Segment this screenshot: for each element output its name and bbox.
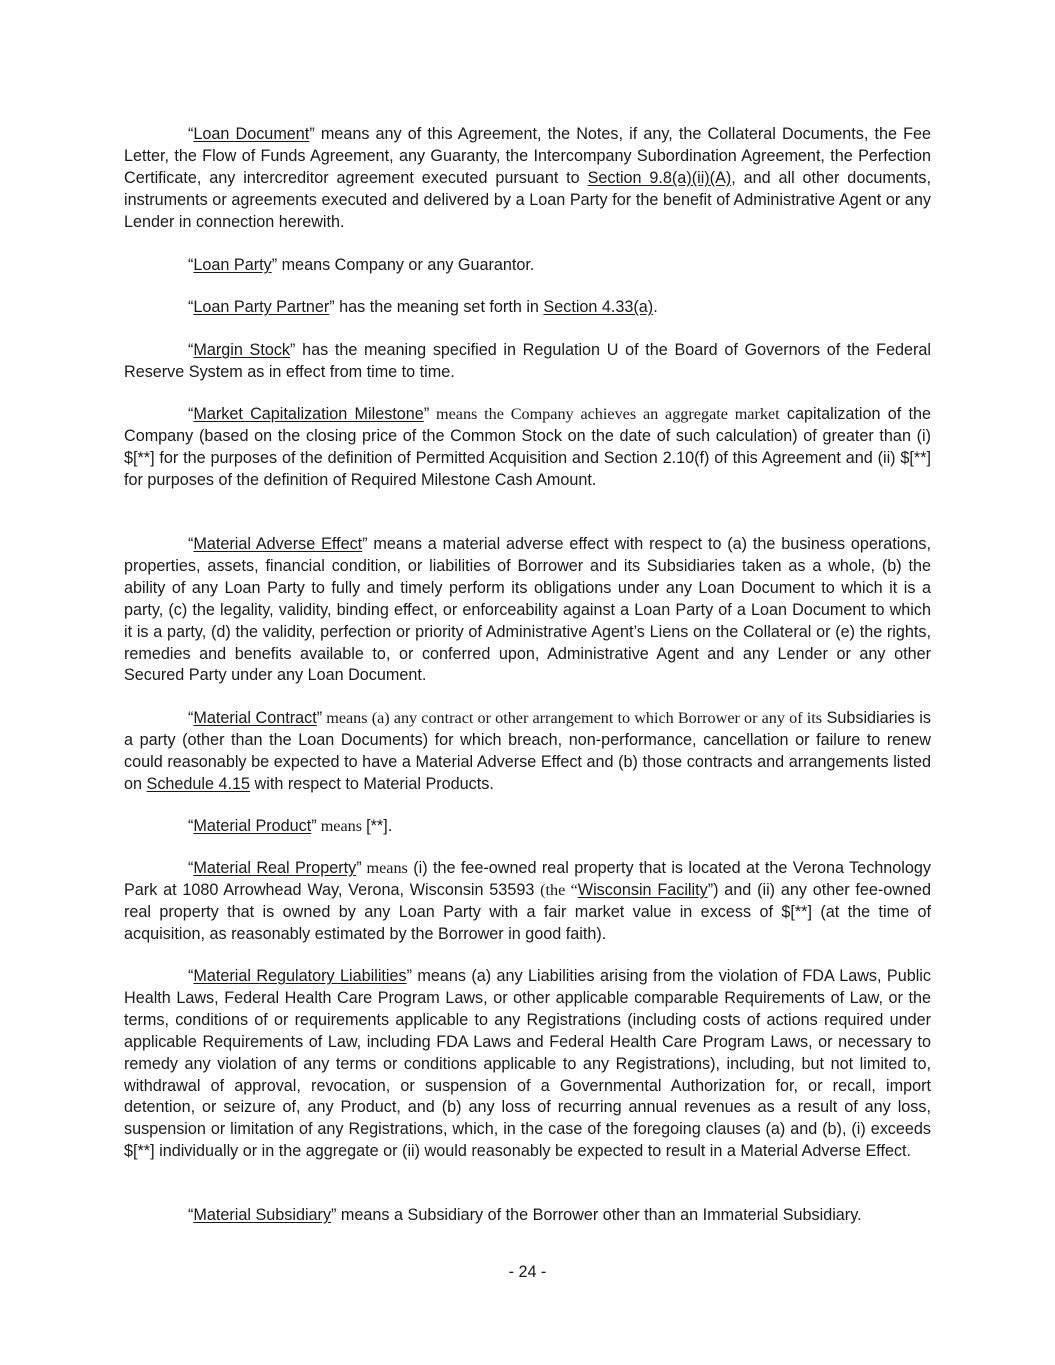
open-quote: “ <box>188 341 194 359</box>
close-quote: ” <box>406 967 412 985</box>
definition-text: (i) the fee-owned real property that is located at the Verona Technology Park at 1080 Arrowhead Way, Verona, Wisconsin 53593 <box>124 859 931 899</box>
open-quote: “ <box>188 298 194 316</box>
open-quote: “ <box>188 709 194 727</box>
open-quote: “ <box>188 125 194 143</box>
defined-term: Material Contract <box>193 709 317 727</box>
definition-text: means (a) any Liabilities arising from the violation of FDA Laws, Public Health Laws, Federal Health Care Program Laws, or other applicable comparable Requirements of Law, or the terms, conditions of or requirements applicable to any Registrations (including costs of actions required under applicable Requirements of Law, including FDA Laws and Federal Health Care Program Laws, or necessary to remedy any violation of any terms or conditions applicable to any Registrations), including, but not limited to, withdrawal of approval, revocation, or suspension of a Governmental Authorization for, or recall, import detention, or seizure of, any Product, and (b) any loss of recurring annual revenues as a result of any loss, suspension or limitation of any Registrations, which, in the case of the foregoing clauses (a) and (b), (i) exceeds $[**] individually or in the aggregate or (ii) would reasonably be expected to result in a Material Adverse Effect. <box>124 967 931 1161</box>
defined-term: Material Adverse Effect <box>193 535 363 553</box>
open-quote: “ <box>188 535 194 553</box>
close-quote: ” <box>290 341 296 359</box>
definition-text: capitalization of the Company (based on the closing price of the Common Stock on the date of such calculation) of greater than (i) $[**] for the purposes of the definition of Permitted Acquisition and Section 2.10(f) of this Agreement and (ii) $[**] for purposes of the definition of Required Milestone Cash Amount. <box>124 405 931 489</box>
definition-text: means a Subsidiary of the Borrower other than an Immaterial Subsidiary. <box>336 1206 862 1224</box>
open-quote: “ <box>188 859 194 877</box>
defined-term: Margin Stock <box>193 341 291 359</box>
open-quote: “ <box>188 1206 194 1224</box>
definition-loan-document <box>124 124 931 234</box>
definition-text: ”) and (ii) any other fee-owned real property that is owned by any Loan Party with a fair market value in excess of $[**] (at the time of acquisition, as reasonably estimated by the Borrower in good faith). <box>124 880 931 943</box>
close-quote: ” <box>271 256 278 274</box>
cross-reference: Section 4.33(a) <box>543 298 654 316</box>
close-quote: ” <box>311 817 317 835</box>
close-quote: ” <box>329 298 335 316</box>
open-quote: “ <box>188 817 194 835</box>
definition-material-regulatory-liabilities <box>124 966 931 1163</box>
open-quote: “ <box>188 967 194 985</box>
defined-term: Material Product <box>193 817 312 835</box>
definition-text: , and all other documents, instruments or agreements executed and delivered by a Loan Party for the benefit of Administrative Agent or any Lender in connection herewith. <box>124 168 931 231</box>
definition-text: with respect to Material Products. <box>250 774 494 793</box>
cross-reference: Wisconsin Facility <box>577 880 708 899</box>
definition-text: has the meaning set forth in <box>334 298 544 316</box>
definition-text: means a material adverse effect with respect to (a) the business operations, properties, assets, financial condition, or liabilities of Borrower and its Subsidiaries taken as a whole, (b) the ability of any Loan Party to fully and timely perform its obligations under any Loan Document to which it is a party, (c) the legality, validity, binding effect, or enforceability against a Loan Party of a Loan Document to which it is a party, (d) the validity, perfection or priority of Administrative Agent’s Liens on the Collateral or (e) the rights, remedies and benefits available to, or conferred upon, Administrative Agent and any Lender or any other Secured Party under any Loan Document. <box>124 535 931 685</box>
definition-material-adverse-effect <box>124 534 931 687</box>
definition-market-capitalization-milestone <box>124 404 931 492</box>
definition-loan-party-partner <box>124 297 931 319</box>
definition-material-product <box>124 816 931 838</box>
definition-text: [**]. <box>366 817 393 835</box>
close-quote: ” <box>331 1206 337 1224</box>
definition-text: means <box>316 817 367 835</box>
definition-text: Subsidiaries is a party (other than the Loan Documents) for which breach, non-performance, cancellation or failure to renew could reasonably be expected to have a Material Adverse Effect and (b) those contracts and arrangements listed on <box>124 709 931 793</box>
close-quote: ” <box>309 125 315 143</box>
definition-material-contract <box>124 708 931 796</box>
definition-text: (the “ <box>540 880 578 899</box>
definition-text: means any of this Agreement, the Notes, if any, the Collateral Documents, the Fee Letter, the Flow of Funds Agreement, any Guaranty, the Intercompany Subordination Agreement, the Perfection Certificate, any intercreditor agreement executed pursuant to <box>124 125 931 187</box>
defined-term: Loan Party Partner <box>193 298 330 316</box>
cross-reference: Schedule 4.15 <box>146 774 251 793</box>
page-number: - 24 - <box>508 1263 547 1281</box>
close-quote: ” <box>423 405 430 423</box>
definition-loan-party <box>124 255 931 277</box>
definition-material-subsidiary <box>124 1205 931 1227</box>
definition-text: means (a) any contract or other arrangement to which Borrower or any of its <box>322 709 822 727</box>
defined-term: Loan Party <box>193 256 272 274</box>
defined-term: Market Capitalization Milestone <box>193 405 424 423</box>
definition-text: means <box>361 859 408 877</box>
open-quote: “ <box>188 256 194 274</box>
definition-margin-stock <box>124 340 931 384</box>
definition-text: means the Company achieves an aggregate market <box>429 405 780 423</box>
close-quote: ” <box>362 535 368 553</box>
defined-term: Material Subsidiary <box>193 1206 332 1224</box>
definition-material-real-property <box>124 858 931 946</box>
close-quote: ” <box>356 859 362 877</box>
cross-reference: Section 9.8(a)(ii)(A) <box>587 168 732 187</box>
defined-term: Material Real Property <box>193 859 357 877</box>
open-quote: “ <box>188 405 194 423</box>
definition-text: has the meaning specified in Regulation U of the Board of Governors of the Federal Reserve System as in effect from time to time. <box>124 341 931 381</box>
defined-term: Material Regulatory Liabilities <box>193 967 407 985</box>
close-quote: ” <box>316 709 323 727</box>
definition-text: means Company or any Guarantor. <box>277 256 535 274</box>
definition-text: . <box>653 298 658 316</box>
defined-term: Loan Document <box>193 125 310 143</box>
